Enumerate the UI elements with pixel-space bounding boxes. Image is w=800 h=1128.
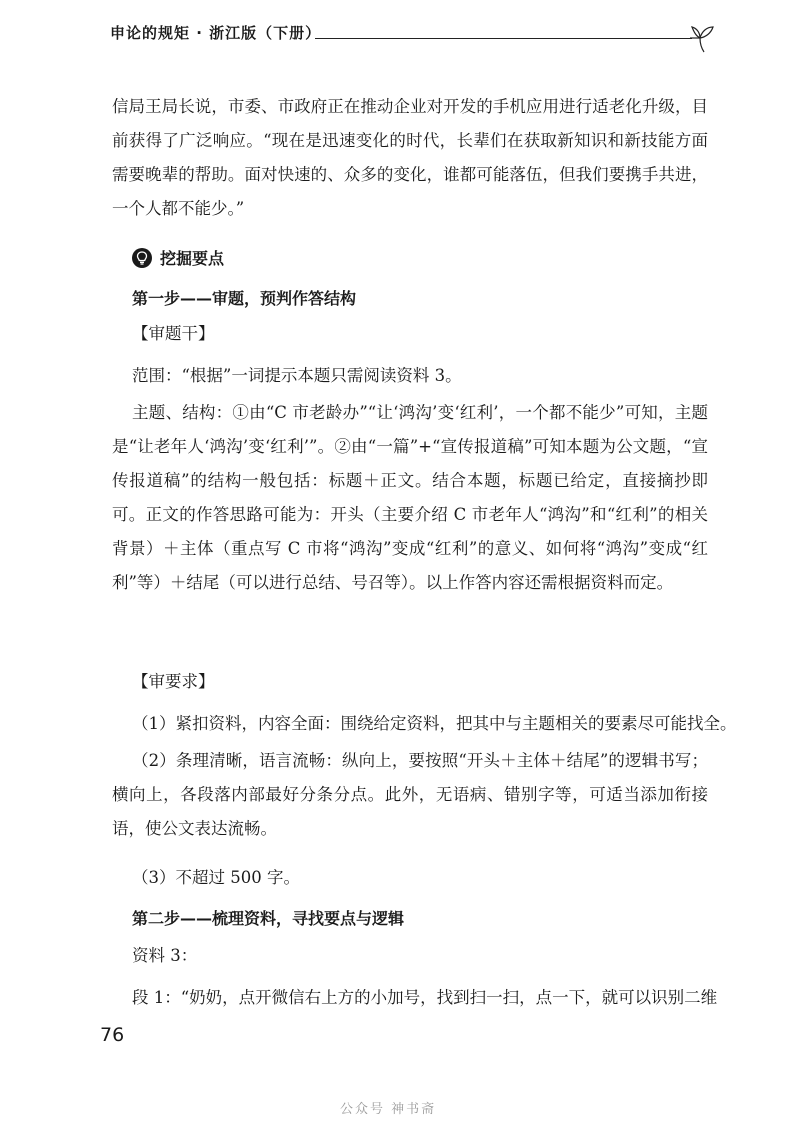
- section-title: 挖掘要点: [160, 249, 225, 268]
- sprout-icon: [686, 22, 716, 54]
- scope-text: 范围：“根据”一词提示本题只需阅读资料 3。: [132, 366, 462, 385]
- step1-title: 第一步——审题，预判作答结构: [132, 289, 357, 308]
- intro-paragraph: 信局王局长说，市委、市政府正在推动企业对开发的手机应用进行适老化升级，目前获得了广泛响应。“现在是迅速变化的时代，长辈们在获取新知识和新技能方面需要晚辈的帮助。面对快速的、众多的变化，谁都可能落伍，但我们要携手共进，一个人都不能少。”: [112, 97, 708, 218]
- header-rule: [315, 38, 692, 39]
- requirement-2: （2）条理清晰，语言流畅：纵向上，要按照“开头＋主体＋结尾”的逻辑书写；横向上，各段落内部最好分条分点。此外，无语病、错别字等，可适当添加衔接语，使公文表达流畅。: [112, 751, 708, 838]
- theme-structure-paragraph: 主题、结构：①由“C 市老龄办”“让‘鸿沟’变‘红利’，一个都不能少”可知，主题是“让老年人‘鸿沟’变‘红利’”。②由“一篇”+“宣传报道稿”可知本题为公文题，“宣传报道稿”的结构一般包括：标题＋正文。结合本题，标题已给定，直接摘抄即可。正文的作答思路可能为：开头（主要介绍 C 市老年人“鸿沟”和“红利”的相关背景）＋主体（重点写 C 市将“鸿沟”变成“红利”的意义、如何将“鸿沟”变成“红利”等）＋结尾（可以进行总结、号召等）。以上作答内容还需根据资料而定。: [112, 403, 708, 592]
- material-label: 资料 3：: [132, 946, 198, 965]
- page-number: 76: [100, 1024, 125, 1046]
- shen-tigan-label: 【审题干】: [132, 324, 215, 343]
- requirement-1: （1）紧扣资料，内容全面：围绕给定资料，把其中与主题相关的要素尽可能找全。: [132, 714, 737, 733]
- step2-title: 第二步——梳理资料，寻找要点与逻辑: [132, 909, 405, 928]
- watermark: 公众号 神书斋: [340, 1102, 437, 1117]
- requirement-3: （3）不超过 500 字。: [132, 868, 300, 887]
- lightbulb-icon: [132, 248, 152, 268]
- material-paragraph-1: 段 1：“奶奶，点开微信右上方的小加号，找到扫一扫，点一下，就可以识别二维: [132, 988, 718, 1007]
- running-header: [110, 22, 710, 54]
- header-title: 申论的规矩 · 浙江版（下册）: [110, 24, 322, 42]
- shen-yaoqiu-label: 【审要求】: [132, 672, 215, 691]
